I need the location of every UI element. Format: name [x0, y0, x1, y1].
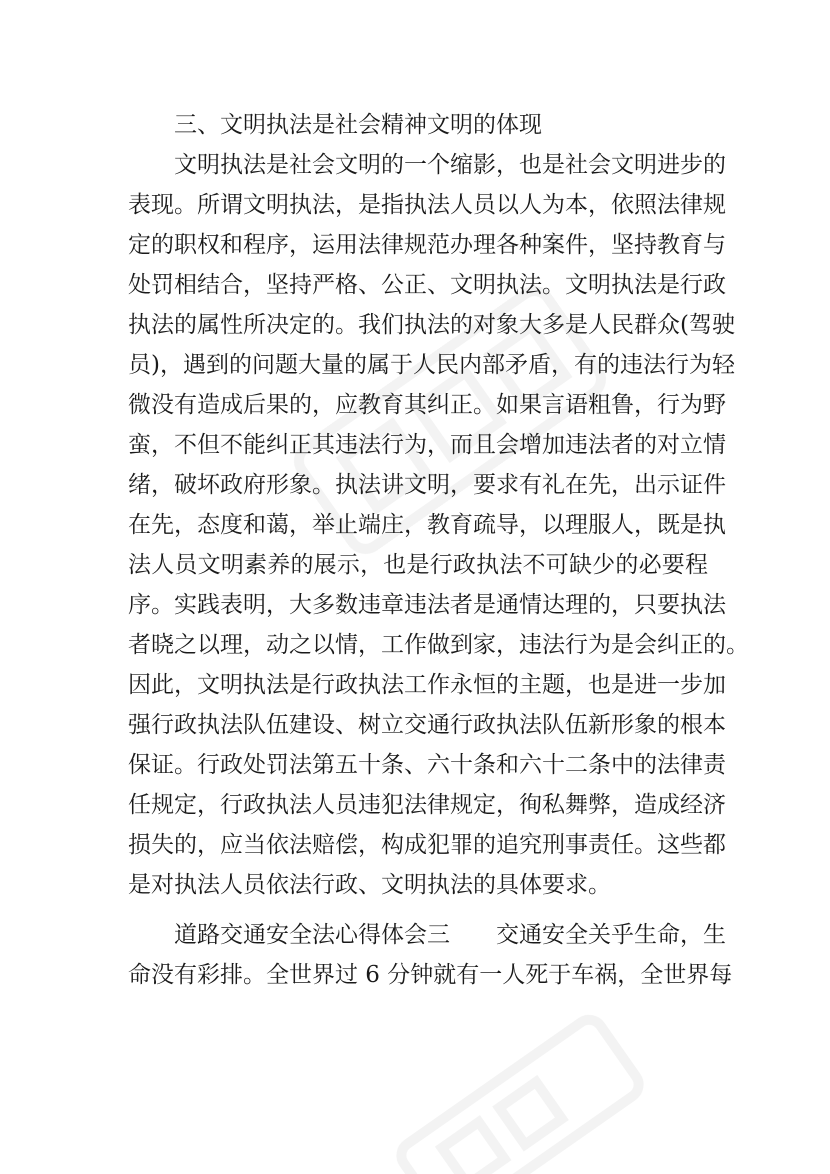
text-line: 表现。所谓文明执法，是指执法人员以人为本，依照法律规 [128, 192, 726, 218]
text-line: 法人员文明素养的展示，也是行政执法不可缺少的必要程 [128, 552, 708, 578]
text-line: 是对执法人员依法行政、文明执法的具体要求。 [128, 872, 611, 898]
text-line: 蛮，不但不能纠正其违法行为，而且会增加违法者的对立情 [128, 432, 726, 458]
text-line: 道路交通安全法心得体会三 交通安全关乎生命，生 [174, 922, 726, 948]
text-line: 员)，遇到的问题大量的属于人民内部矛盾，有的违法行为轻 [128, 352, 735, 378]
text-line: 绪，破坏政府形象。执法讲文明，要求有礼在先，出示证件 [128, 472, 726, 498]
text-line: 序。实践表明，大多数违章违法者是通情达理的，只要执法 [128, 592, 726, 618]
text-line: 因此，文明执法是行政执法工作永恒的主题，也是进一步加 [128, 672, 726, 698]
text-line: 文明执法是社会文明的一个缩影，也是社会文明进步的 [174, 152, 726, 178]
text-line: 命没有彩排。全世界过 6 分钟就有一人死于车祸，全世界每 [128, 962, 733, 988]
text-line: 强行政执法队伍建设、树立交通行政执法队伍新形象的根本 [128, 712, 726, 738]
text-line: 保证。行政处罚法第五十条、六十条和六十二条中的法律责 [128, 752, 726, 778]
text-line: 执法的属性所决定的。我们执法的对象大多是人民群众(驾驶 [128, 312, 735, 338]
text-line: 在先，态度和蔼，举止端庄，教育疏导，以理服人，既是执 [128, 512, 726, 538]
text-line: 定的职权和程序，运用法律规范办理各种案件，坚持教育与 [128, 232, 726, 258]
text-line: 微没有造成后果的，应教育其纠正。如果言语粗鲁，行为野 [128, 392, 726, 418]
text-line: 损失的，应当依法赔偿，构成犯罪的追究刑事责任。这些都 [128, 832, 726, 858]
text-line: 者晓之以理，动之以情，工作做到家，违法行为是会纠正的。 [128, 632, 749, 658]
text-line: 处罚相结合，坚持严格、公正、文明执法。文明执法是行政 [128, 272, 726, 298]
section-heading: 三、文明执法是社会精神文明的体现 [174, 112, 542, 138]
text-line: 任规定，行政执法人员违犯法律规定，徇私舞弊，造成经济 [128, 792, 726, 818]
